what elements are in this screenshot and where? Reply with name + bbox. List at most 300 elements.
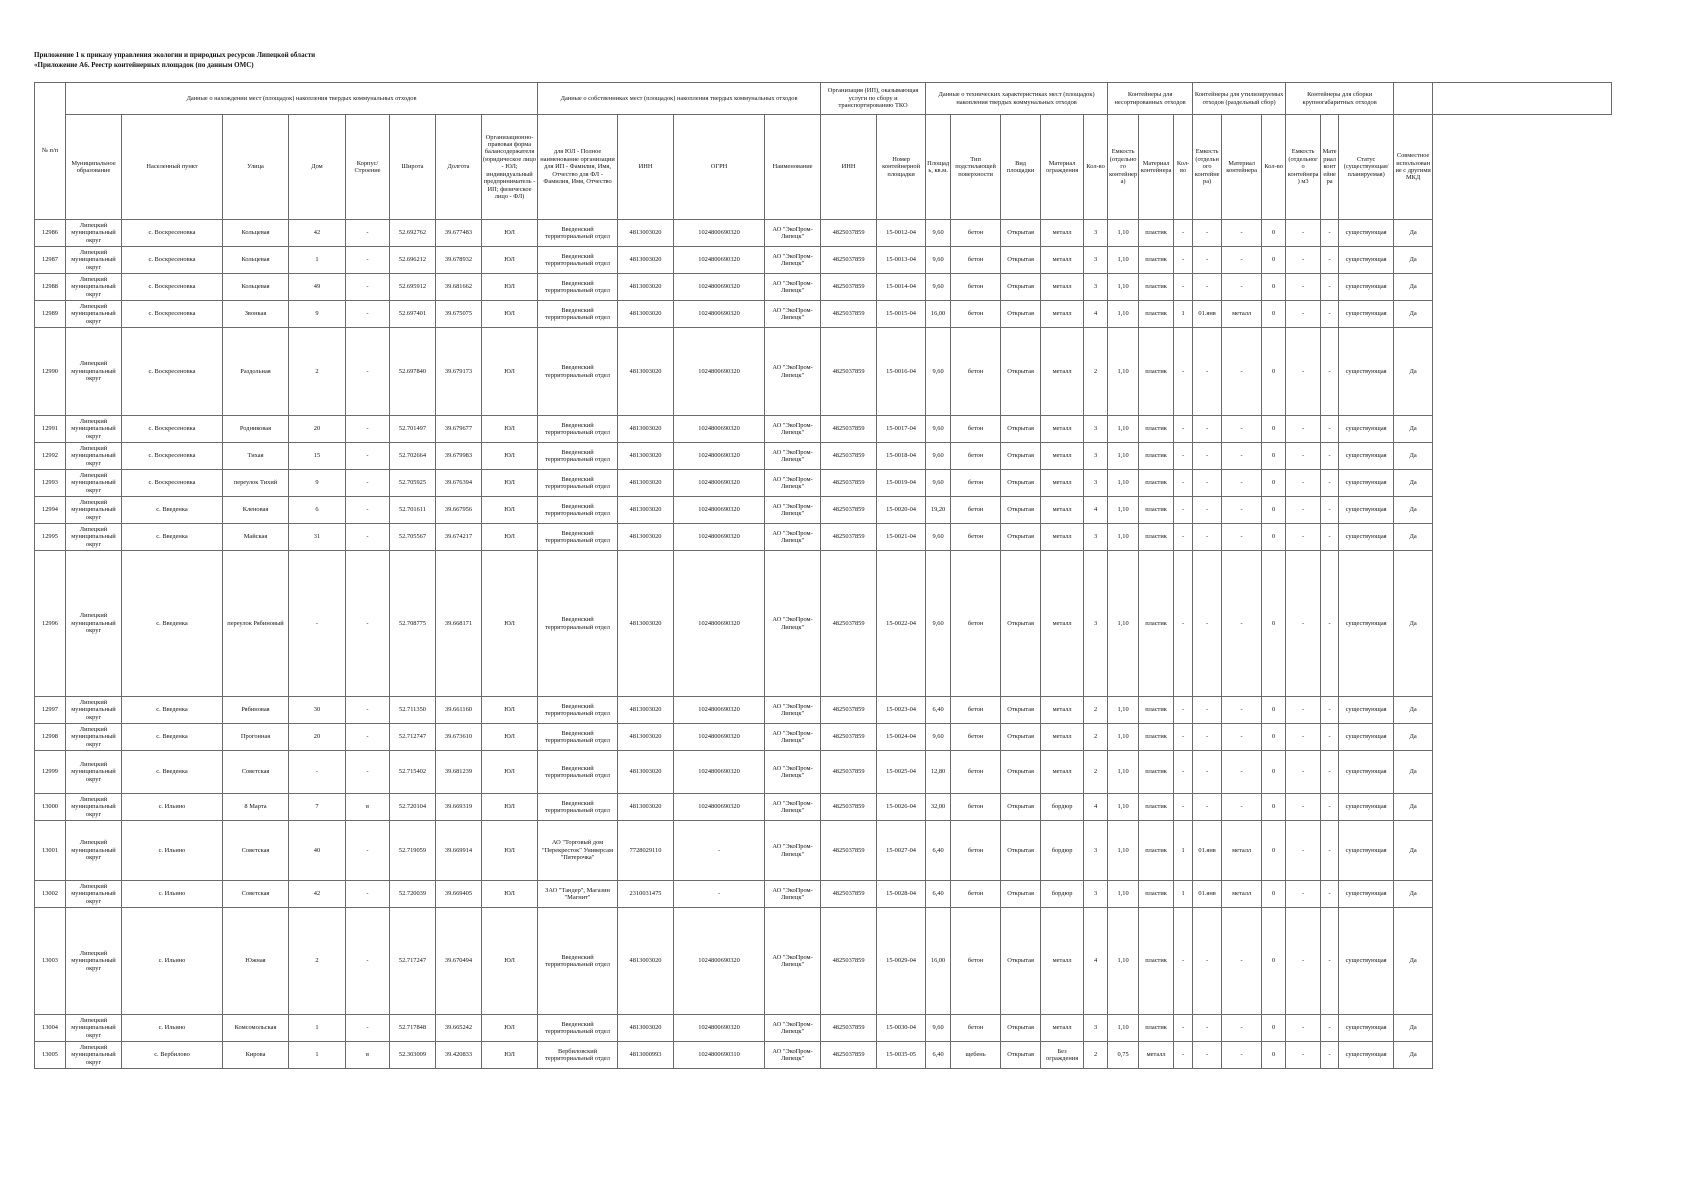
cell-surface-type: бетон	[951, 416, 1001, 443]
table-row	[35, 497, 1612, 524]
col-recyclable-material: Материал контейнера	[1222, 115, 1262, 220]
table-row	[35, 274, 1612, 301]
cell-bulky-material: -	[1321, 301, 1339, 328]
cell-recyclable-volume: -	[1193, 274, 1222, 301]
cell-street: Прогонная	[223, 724, 289, 751]
cell-owner-inn: 4813000993	[618, 1042, 674, 1069]
cell-owner-inn: 4813003020	[618, 697, 674, 724]
cell-row-number: 13004	[35, 1015, 66, 1042]
cell-row-number: 12990	[35, 328, 66, 416]
cell-bulky-volume: -	[1286, 724, 1321, 751]
cell-unsorted-volume: 1,10	[1108, 821, 1139, 881]
cell-row-number: 12989	[35, 301, 66, 328]
cell-site-type: Открытая	[1001, 551, 1041, 697]
cell-site-type: Открытая	[1001, 524, 1041, 551]
cell-operator-inn: 4825037859	[821, 724, 877, 751]
cell-street: Советская	[223, 751, 289, 794]
cell-unsorted-material: пластик	[1139, 524, 1174, 551]
cell-bulky-volume: -	[1286, 1015, 1321, 1042]
cell-house: 42	[289, 881, 346, 908]
cell-recyclable-count: -	[1174, 524, 1193, 551]
cell-street: Рябиновая	[223, 697, 289, 724]
cell-legal-form: ЮЛ	[482, 524, 538, 551]
cell-shared-use: Да	[1394, 301, 1433, 328]
cell-operator-inn: 4825037859	[821, 821, 877, 881]
cell-row-number: 12991	[35, 416, 66, 443]
cell-area: 9,60	[926, 220, 951, 247]
cell-recyclable-count: -	[1174, 443, 1193, 470]
cell-bulky-material: -	[1321, 470, 1339, 497]
col-bulky-material: Материал контейнера	[1321, 115, 1339, 220]
cell-surface-type: бетон	[951, 247, 1001, 274]
cell-bulky-material: -	[1321, 821, 1339, 881]
cell-street: 8 Марта	[223, 794, 289, 821]
cell-area: 9,60	[926, 274, 951, 301]
col-surface-type: Тип подстилающей поверхности	[951, 115, 1001, 220]
cell-site-number: 15-0024-04	[877, 724, 926, 751]
cell-house: 6	[289, 497, 346, 524]
col-recyclable-count: Кол-во	[1174, 115, 1193, 220]
cell-municipality: Липецкий муниципальный округ	[66, 301, 122, 328]
cell-recyclable-count: -	[1174, 908, 1193, 1015]
cell-fence-material: бордюр	[1041, 794, 1084, 821]
cell-unsorted-volume: 1,10	[1108, 443, 1139, 470]
cell-status: существующая	[1339, 881, 1394, 908]
cell-municipality: Липецкий муниципальный округ	[66, 821, 122, 881]
cell-owner-ogrn: 1024800690320	[674, 497, 765, 524]
cell-house: 42	[289, 220, 346, 247]
cell-bulky-material: -	[1321, 220, 1339, 247]
cell-status: существующая	[1339, 301, 1394, 328]
cell-house: 2	[289, 328, 346, 416]
cell-recyclable-count: -	[1174, 724, 1193, 751]
cell-area: 19,20	[926, 497, 951, 524]
cell-bulky-volume: -	[1286, 220, 1321, 247]
cell-bulky-material: -	[1321, 1015, 1339, 1042]
cell-fence-material: Без ограждения	[1041, 1042, 1084, 1069]
cell-site-type: Открытая	[1001, 470, 1041, 497]
cell-street: Советская	[223, 881, 289, 908]
cell-owner-name: ЗАО "Тандер", Магазин "Магнит"	[538, 881, 618, 908]
cell-site-number: 15-0030-04	[877, 1015, 926, 1042]
container-sites-registry-table	[34, 82, 1612, 1069]
cell-unsorted-count: 4	[1084, 497, 1108, 524]
cell-operator-inn: 4825037859	[821, 551, 877, 697]
heading-line-2: «Приложение А6. Реестр контейнерных площадок (по данным ОМС)	[34, 60, 254, 69]
cell-owner-inn: 4813003020	[618, 443, 674, 470]
cell-settlement: с. Введенка	[122, 724, 223, 751]
cell-fence-material: металл	[1041, 751, 1084, 794]
cell-operator-name: АО "ЭкоПром-Липецк"	[765, 551, 821, 697]
group-empty-2	[1433, 83, 1612, 115]
cell-latitude: 52.712747	[390, 724, 436, 751]
cell-settlement: с. Воскресеновка	[122, 220, 223, 247]
cell-bulky-count: 0	[1262, 328, 1286, 416]
cell-owner-inn: 4813003020	[618, 908, 674, 1015]
cell-owner-inn: 4813003020	[618, 247, 674, 274]
table-row	[35, 751, 1612, 794]
cell-status: существующая	[1339, 247, 1394, 274]
cell-legal-form: ЮЛ	[482, 794, 538, 821]
col-area: Площадь, кв.м.	[926, 115, 951, 220]
cell-surface-type: бетон	[951, 220, 1001, 247]
cell-building: -	[346, 821, 390, 881]
cell-fence-material: металл	[1041, 551, 1084, 697]
cell-recyclable-material: -	[1222, 416, 1262, 443]
cell-street: Кольцевая	[223, 274, 289, 301]
cell-surface-type: бетон	[951, 524, 1001, 551]
cell-area: 12,80	[926, 751, 951, 794]
cell-building: -	[346, 524, 390, 551]
cell-recyclable-volume: -	[1193, 524, 1222, 551]
cell-status: существующая	[1339, 274, 1394, 301]
col-recyclable-volume: Емкость (отдельного контейнера)	[1193, 115, 1222, 220]
cell-shared-use: Да	[1394, 470, 1433, 497]
cell-house: 1	[289, 1042, 346, 1069]
cell-owner-inn: 4813003020	[618, 524, 674, 551]
cell-area: 9,60	[926, 247, 951, 274]
cell-settlement: с. Вербилово	[122, 1042, 223, 1069]
cell-unsorted-volume: 1,10	[1108, 416, 1139, 443]
cell-recyclable-count: -	[1174, 470, 1193, 497]
cell-municipality: Липецкий муниципальный округ	[66, 724, 122, 751]
cell-street: Кольцевая	[223, 247, 289, 274]
cell-street: Тихая	[223, 443, 289, 470]
table-row	[35, 220, 1612, 247]
table-row	[35, 416, 1612, 443]
cell-status: существующая	[1339, 443, 1394, 470]
cell-recyclable-volume: -	[1193, 908, 1222, 1015]
cell-owner-ogrn: -	[674, 821, 765, 881]
cell-shared-use: Да	[1394, 328, 1433, 416]
cell-recyclable-volume: -	[1193, 1042, 1222, 1069]
cell-street: Раздольная	[223, 328, 289, 416]
cell-recyclable-count: -	[1174, 497, 1193, 524]
cell-shared-use: Да	[1394, 497, 1433, 524]
cell-legal-form: ЮЛ	[482, 821, 538, 881]
cell-bulky-count: 0	[1262, 247, 1286, 274]
cell-bulky-count: 0	[1262, 443, 1286, 470]
cell-recyclable-material: -	[1222, 794, 1262, 821]
cell-owner-inn: 4813003020	[618, 497, 674, 524]
cell-unsorted-material: пластик	[1139, 443, 1174, 470]
cell-building: -	[346, 247, 390, 274]
cell-municipality: Липецкий муниципальный округ	[66, 1015, 122, 1042]
table-row	[35, 821, 1612, 881]
cell-shared-use: Да	[1394, 274, 1433, 301]
cell-fence-material: металл	[1041, 470, 1084, 497]
cell-owner-ogrn: 1024800690320	[674, 551, 765, 697]
cell-settlement: с. Введенка	[122, 751, 223, 794]
cell-bulky-volume: -	[1286, 821, 1321, 881]
cell-shared-use: Да	[1394, 908, 1433, 1015]
cell-bulky-volume: -	[1286, 443, 1321, 470]
cell-owner-name: Введенский территориальный отдел	[538, 551, 618, 697]
cell-owner-ogrn: 1024800690320	[674, 301, 765, 328]
cell-row-number: 13001	[35, 821, 66, 881]
cell-owner-ogrn: 1024800690320	[674, 220, 765, 247]
cell-latitude: 52.697840	[390, 328, 436, 416]
cell-area: 9,60	[926, 551, 951, 697]
table-row	[35, 470, 1612, 497]
cell-bulky-count: 0	[1262, 470, 1286, 497]
cell-legal-form: ЮЛ	[482, 751, 538, 794]
cell-unsorted-material: пластик	[1139, 220, 1174, 247]
cell-settlement: с. Воскресеновка	[122, 247, 223, 274]
cell-municipality: Липецкий муниципальный округ	[66, 551, 122, 697]
cell-municipality: Липецкий муниципальный округ	[66, 328, 122, 416]
cell-bulky-material: -	[1321, 551, 1339, 697]
cell-unsorted-count: 3	[1084, 470, 1108, 497]
cell-longitude: 39.420833	[436, 1042, 482, 1069]
cell-owner-ogrn: 1024800690320	[674, 751, 765, 794]
heading-line-1: Приложение 1 к приказу управления экологии и природных ресурсов Липецкой области	[34, 51, 316, 59]
cell-unsorted-volume: 1,10	[1108, 751, 1139, 794]
cell-longitude: 39.681662	[436, 274, 482, 301]
cell-site-number: 15-0012-04	[877, 220, 926, 247]
col-unsorted-count: Кол-во	[1084, 115, 1108, 220]
cell-longitude: 39.670494	[436, 908, 482, 1015]
cell-owner-name: Введенский территориальный отдел	[538, 274, 618, 301]
cell-recyclable-material: металл	[1222, 821, 1262, 881]
cell-area: 9,60	[926, 470, 951, 497]
cell-row-number: 13003	[35, 908, 66, 1015]
cell-status: существующая	[1339, 220, 1394, 247]
cell-recyclable-volume: 01.янв	[1193, 881, 1222, 908]
cell-unsorted-volume: 1,10	[1108, 551, 1139, 697]
cell-unsorted-volume: 1,10	[1108, 908, 1139, 1015]
cell-bulky-count: 0	[1262, 1015, 1286, 1042]
cell-operator-inn: 4825037859	[821, 328, 877, 416]
cell-bulky-material: -	[1321, 274, 1339, 301]
cell-legal-form: ЮЛ	[482, 1042, 538, 1069]
cell-bulky-volume: -	[1286, 908, 1321, 1015]
cell-latitude: 52.303009	[390, 1042, 436, 1069]
cell-unsorted-volume: 1,10	[1108, 1015, 1139, 1042]
cell-operator-name: АО "ЭкоПром-Липецк"	[765, 274, 821, 301]
cell-house: 2	[289, 908, 346, 1015]
cell-shared-use: Да	[1394, 416, 1433, 443]
cell-recyclable-volume: -	[1193, 416, 1222, 443]
group-bulky-containers: Контейнеры для сборки крупногабаритных отходов	[1286, 83, 1394, 115]
cell-unsorted-material: пластик	[1139, 328, 1174, 416]
cell-unsorted-volume: 1,10	[1108, 247, 1139, 274]
cell-house: 31	[289, 524, 346, 551]
cell-operator-name: АО "ЭкоПром-Липецк"	[765, 470, 821, 497]
cell-status: существующая	[1339, 697, 1394, 724]
cell-fence-material: бордюр	[1041, 821, 1084, 881]
col-owner-ogrn: ОГРН	[674, 115, 765, 220]
cell-settlement: с. Ильино	[122, 908, 223, 1015]
cell-status: существующая	[1339, 328, 1394, 416]
cell-row-number: 12993	[35, 470, 66, 497]
col-street: Улица	[223, 115, 289, 220]
cell-bulky-count: 0	[1262, 724, 1286, 751]
cell-house: 15	[289, 443, 346, 470]
cell-row-number: 12986	[35, 220, 66, 247]
cell-house: -	[289, 751, 346, 794]
cell-recyclable-count: -	[1174, 247, 1193, 274]
cell-building: -	[346, 551, 390, 697]
cell-area: 9,60	[926, 1015, 951, 1042]
cell-bulky-material: -	[1321, 881, 1339, 908]
cell-surface-type: бетон	[951, 697, 1001, 724]
cell-settlement: с. Воскресеновка	[122, 274, 223, 301]
cell-street: переулок Рябиновый	[223, 551, 289, 697]
cell-row-number: 13002	[35, 881, 66, 908]
cell-bulky-material: -	[1321, 1042, 1339, 1069]
cell-recyclable-count: 1	[1174, 881, 1193, 908]
cell-bulky-volume: -	[1286, 497, 1321, 524]
cell-area: 6,40	[926, 697, 951, 724]
column-headers-row	[35, 115, 1612, 220]
cell-owner-inn: 4813003020	[618, 1015, 674, 1042]
cell-shared-use: Да	[1394, 794, 1433, 821]
cell-recyclable-count: -	[1174, 551, 1193, 697]
cell-settlement: с. Введенка	[122, 497, 223, 524]
cell-longitude: 39.675075	[436, 301, 482, 328]
cell-recyclable-volume: -	[1193, 470, 1222, 497]
cell-recyclable-count: -	[1174, 416, 1193, 443]
col-operator-inn: ИНН	[821, 115, 877, 220]
cell-recyclable-material: -	[1222, 443, 1262, 470]
cell-shared-use: Да	[1394, 724, 1433, 751]
cell-bulky-volume: -	[1286, 1042, 1321, 1069]
cell-settlement: с. Ильино	[122, 881, 223, 908]
cell-operator-inn: 4825037859	[821, 751, 877, 794]
cell-recyclable-count: -	[1174, 328, 1193, 416]
cell-row-number: 12994	[35, 497, 66, 524]
cell-bulky-material: -	[1321, 328, 1339, 416]
cell-longitude: 39.679173	[436, 328, 482, 416]
cell-recyclable-material: -	[1222, 470, 1262, 497]
table-body	[35, 220, 1612, 1069]
cell-recyclable-material: -	[1222, 724, 1262, 751]
document-heading	[34, 51, 315, 70]
cell-owner-name: АО "Торговый дом "Перекресток" Универсам "Пятерочка"	[538, 821, 618, 881]
cell-street: Кленовая	[223, 497, 289, 524]
cell-surface-type: бетон	[951, 301, 1001, 328]
cell-operator-name: АО "ЭкоПром-Липецк"	[765, 301, 821, 328]
cell-house: 49	[289, 274, 346, 301]
cell-building: -	[346, 497, 390, 524]
cell-recyclable-volume: -	[1193, 497, 1222, 524]
cell-fence-material: металл	[1041, 524, 1084, 551]
cell-recyclable-material: -	[1222, 247, 1262, 274]
cell-bulky-count: 0	[1262, 497, 1286, 524]
cell-site-number: 15-0020-04	[877, 497, 926, 524]
cell-fence-material: металл	[1041, 1015, 1084, 1042]
cell-site-type: Открытая	[1001, 724, 1041, 751]
cell-latitude: 52.717848	[390, 1015, 436, 1042]
cell-fence-material: металл	[1041, 274, 1084, 301]
cell-row-number: 12996	[35, 551, 66, 697]
cell-bulky-count: 0	[1262, 274, 1286, 301]
cell-building: -	[346, 881, 390, 908]
cell-owner-ogrn: 1024800690320	[674, 908, 765, 1015]
cell-settlement: с. Ильино	[122, 794, 223, 821]
cell-owner-ogrn: 1024800690320	[674, 524, 765, 551]
cell-row-number: 12992	[35, 443, 66, 470]
cell-owner-inn: 4813003020	[618, 551, 674, 697]
cell-municipality: Липецкий муниципальный округ	[66, 908, 122, 1015]
cell-site-number: 15-0035-05	[877, 1042, 926, 1069]
cell-house: 20	[289, 724, 346, 751]
cell-owner-ogrn: 1024800690310	[674, 1042, 765, 1069]
cell-operator-name: АО "ЭкоПром-Липецк"	[765, 821, 821, 881]
cell-longitude: 39.673610	[436, 724, 482, 751]
cell-operator-inn: 4825037859	[821, 697, 877, 724]
cell-bulky-volume: -	[1286, 881, 1321, 908]
cell-longitude: 39.661160	[436, 697, 482, 724]
cell-legal-form: ЮЛ	[482, 443, 538, 470]
cell-fence-material: металл	[1041, 247, 1084, 274]
cell-building: -	[346, 416, 390, 443]
cell-longitude: 39.665242	[436, 1015, 482, 1042]
cell-area: 9,60	[926, 724, 951, 751]
cell-owner-name: Введенский территориальный отдел	[538, 794, 618, 821]
cell-longitude: 39.669319	[436, 794, 482, 821]
cell-unsorted-count: 3	[1084, 1015, 1108, 1042]
cell-site-number: 15-0019-04	[877, 470, 926, 497]
cell-unsorted-count: 3	[1084, 551, 1108, 697]
cell-latitude: 52.701497	[390, 416, 436, 443]
cell-owner-inn: 4813003020	[618, 751, 674, 794]
cell-surface-type: бетон	[951, 1015, 1001, 1042]
cell-unsorted-count: 3	[1084, 821, 1108, 881]
cell-owner-name: Введенский территориальный отдел	[538, 220, 618, 247]
cell-bulky-count: 0	[1262, 881, 1286, 908]
cell-unsorted-volume: 1,10	[1108, 220, 1139, 247]
cell-area: 9,60	[926, 443, 951, 470]
cell-municipality: Липецкий муниципальный округ	[66, 416, 122, 443]
col-operator-name: Наименование	[765, 115, 821, 220]
cell-operator-name: АО "ЭкоПром-Липецк"	[765, 328, 821, 416]
cell-unsorted-material: пластик	[1139, 551, 1174, 697]
cell-longitude: 39.674217	[436, 524, 482, 551]
cell-site-number: 15-0023-04	[877, 697, 926, 724]
cell-site-type: Открытая	[1001, 794, 1041, 821]
cell-bulky-count: 0	[1262, 551, 1286, 697]
cell-latitude: 52.720104	[390, 794, 436, 821]
cell-unsorted-count: 3	[1084, 524, 1108, 551]
cell-site-number: 15-0028-04	[877, 881, 926, 908]
cell-owner-ogrn: 1024800690320	[674, 470, 765, 497]
cell-settlement: с. Воскресеновка	[122, 301, 223, 328]
cell-unsorted-count: 3	[1084, 416, 1108, 443]
cell-recyclable-volume: -	[1193, 247, 1222, 274]
cell-site-number: 15-0013-04	[877, 247, 926, 274]
cell-unsorted-material: пластик	[1139, 416, 1174, 443]
cell-row-number: 12987	[35, 247, 66, 274]
cell-recyclable-count: -	[1174, 794, 1193, 821]
cell-unsorted-count: 2	[1084, 751, 1108, 794]
cell-unsorted-count: 3	[1084, 443, 1108, 470]
cell-operator-name: АО "ЭкоПром-Липецк"	[765, 497, 821, 524]
table-row	[35, 794, 1612, 821]
cell-legal-form: ЮЛ	[482, 470, 538, 497]
cell-recyclable-volume: -	[1193, 443, 1222, 470]
cell-recyclable-material: -	[1222, 1042, 1262, 1069]
cell-site-number: 15-0022-04	[877, 551, 926, 697]
cell-owner-name: Введенский территориальный отдел	[538, 697, 618, 724]
table-row	[35, 881, 1612, 908]
cell-status: существующая	[1339, 1015, 1394, 1042]
cell-legal-form: ЮЛ	[482, 697, 538, 724]
cell-recyclable-count: -	[1174, 697, 1193, 724]
cell-house: 20	[289, 416, 346, 443]
col-settlement: Населенный пункт	[122, 115, 223, 220]
